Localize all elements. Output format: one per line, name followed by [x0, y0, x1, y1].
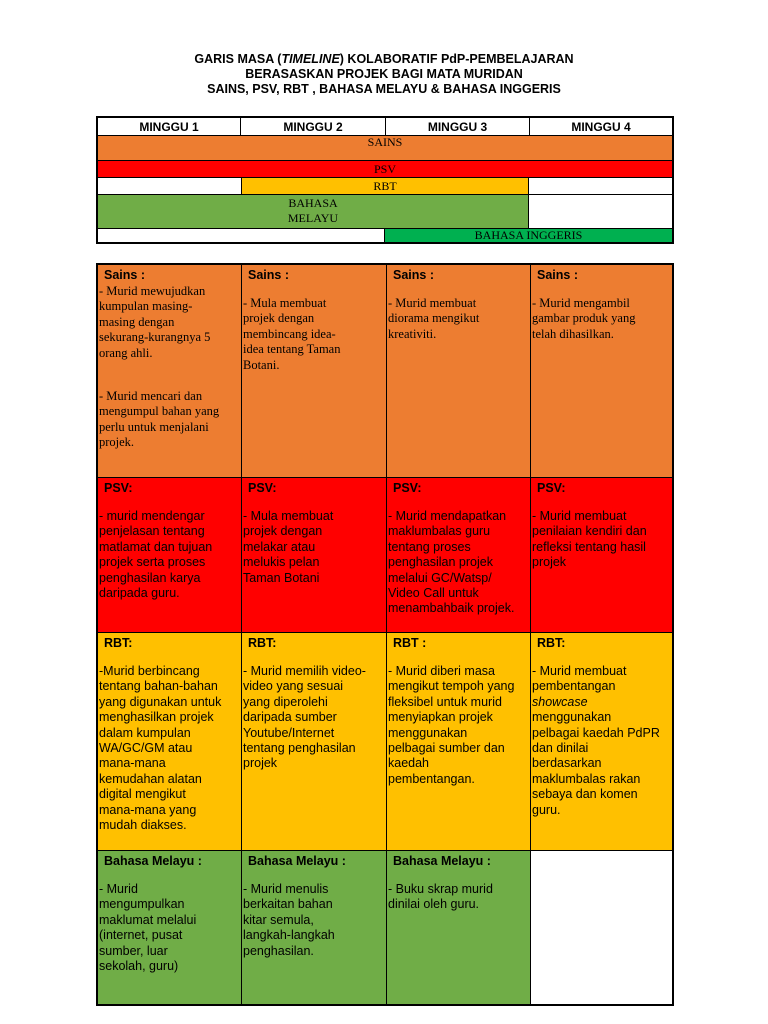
sains-heading: Sains : — [393, 268, 434, 282]
title-italic-word: TIMELINE — [281, 52, 340, 66]
week-4-header: MINGGU 4 — [571, 120, 631, 134]
bm-week-2-cell — [242, 851, 387, 1004]
bm-bar: BAHASA MELAYU — [98, 195, 529, 228]
sains-week-4-text: - Murid mengambil gambar produk yang telah dihasilkan. — [532, 296, 636, 341]
sains-bar: SAINS — [98, 136, 672, 160]
week-2-header: MINGGU 2 — [241, 118, 386, 135]
sains-week-2-text: - Mula membuat projek dengan membincang idea- idea tentang Taman Botani. — [243, 296, 341, 372]
title-line-1: GARIS MASA (TIMELINE) KOLABORATIF PdP-PEMBELAJARAN — [194, 52, 574, 66]
document-title — [0, 52, 768, 97]
sains-heading: Sains : — [248, 268, 289, 282]
timeline-row-bm — [98, 195, 672, 229]
psv-week-2-cell — [242, 478, 387, 633]
sains-week-3-cell — [387, 265, 531, 478]
bm-week-3-cell — [387, 851, 531, 1004]
sains-week-4-cell — [531, 265, 672, 478]
bm-week-1-cell — [98, 851, 242, 1004]
bm-week-3-text: - Buku skrap murid dinilai oleh guru. — [388, 882, 493, 912]
timeline-row-bi — [98, 229, 672, 242]
title-line-2: BERASASKAN PROJEK BAGI MATA MURIDAN — [245, 67, 523, 81]
activities-table — [96, 263, 674, 1006]
rbt-week-3-text: - Murid diberi masa mengikut tempoh yang fleksibel untuk murid menyiapkan projek menggunakan pelbagai sumber dan kaedah pembentangan. — [388, 664, 515, 786]
bm-heading: Bahasa Melayu : — [393, 854, 491, 868]
rbt-week-3-cell — [387, 633, 531, 851]
sains-week-3-text: - Murid membuat diorama mengikut kreativiti. — [388, 296, 480, 341]
bm-week-2-text: - Murid menulis berkaitan bahan kitar semula, langkah-langkah penghasilan. — [243, 882, 335, 958]
bi-empty-weeks-1-2 — [98, 229, 385, 242]
timeline-table — [96, 116, 674, 244]
psv-week-4-text: - Murid membuat penilaian kendiri dan refleksi tentang hasil projek — [532, 509, 647, 570]
timeline-row-psv — [98, 161, 672, 178]
rbt-week-4-cell — [531, 633, 672, 851]
psv-heading: PSV: — [393, 481, 422, 495]
psv-week-1-text: - murid mendengar penjelasan tentang matlamat dan tujuan projek serta proses penghasilan karya daripada guru. — [99, 509, 213, 601]
bi-bar: BAHASA INGGERIS — [385, 229, 672, 242]
rbt-empty-week-1 — [98, 178, 242, 194]
rbt-heading: RBT: — [104, 636, 133, 650]
rbt-week-2-text: - Murid memilih video- video yang sesuai yang diperolehi daripada sumber Youtube/Internet tentang penghasilan projek — [243, 664, 366, 771]
timeline-row-sains — [98, 136, 672, 161]
showcase-italic: showcase — [532, 694, 588, 709]
rbt-heading: RBT: — [537, 636, 566, 650]
psv-week-1-cell — [98, 478, 242, 633]
sains-heading: Sains : — [104, 268, 145, 282]
rbt-heading: RBT : — [393, 636, 427, 650]
week-1-header: MINGGU 1 — [98, 118, 241, 135]
bm-heading: Bahasa Melayu : — [104, 854, 202, 868]
rbt-heading: RBT: — [248, 636, 277, 650]
timeline-row-rbt — [98, 178, 672, 195]
rbt-week-1-text: -Murid berbincang tentang bahan-bahan yang digunakan untuk menghasilkan projek dalam kumpulan WA/GC/GM atau mana-mana kemudahan alatan digital mengikut mana-mana yang mudah diakses. — [99, 664, 222, 833]
sains-heading: Sains : — [537, 268, 578, 282]
bm-week-1-text: - Murid mengumpulkan maklumat melalui (internet, pusat sumber, luar sekolah, guru) — [99, 882, 197, 974]
psv-week-2-text: - Mula membuat projek dengan melakar atau melukis pelan Taman Botani — [243, 509, 334, 585]
sains-week-2-cell — [242, 265, 387, 478]
psv-heading: PSV: — [104, 481, 133, 495]
bm-heading: Bahasa Melayu : — [248, 854, 346, 868]
sains-week-1-text: - Murid mewujudkan kumpulan masing- masing dengan sekurang-kurangnya 5 orang ahli. — [99, 284, 211, 360]
psv-heading: PSV: — [537, 481, 566, 495]
psv-week-3-text: - Murid mendapatkan maklumbalas guru tentang proses penghasilan projek melalui GC/Watsp/ Video Call untuk menambahbaik projek. — [388, 509, 515, 616]
bm-empty-week-4 — [529, 195, 672, 228]
psv-heading: PSV: — [248, 481, 277, 495]
rbt-week-4-text: - Murid membuat pembentangan showcase menggunakan pelbagai kaedah PdPR dan dinilai berdasarkan maklumbalas rakan sebaya dan komen guru. — [532, 664, 660, 817]
week-3-header: MINGGU 3 — [386, 118, 530, 135]
rbt-empty-week-4 — [529, 178, 672, 194]
rbt-week-1-cell — [98, 633, 242, 851]
psv-week-4-cell — [531, 478, 672, 633]
rbt-bar: RBT — [242, 178, 529, 194]
sains-week-1-cell — [98, 265, 242, 478]
psv-bar: PSV — [98, 161, 672, 177]
timeline-header-row — [98, 118, 672, 136]
psv-week-3-cell — [387, 478, 531, 633]
bm-week-4-empty-cell — [531, 851, 672, 1004]
title-line-3: SAINS, PSV, RBT , BAHASA MELAYU & BAHASA INGGERIS — [207, 82, 561, 96]
rbt-week-2-cell — [242, 633, 387, 851]
sains-week-1-text-2: - Murid mencari dan mengumpul bahan yang perlu untuk menjalani projek. — [99, 389, 220, 450]
